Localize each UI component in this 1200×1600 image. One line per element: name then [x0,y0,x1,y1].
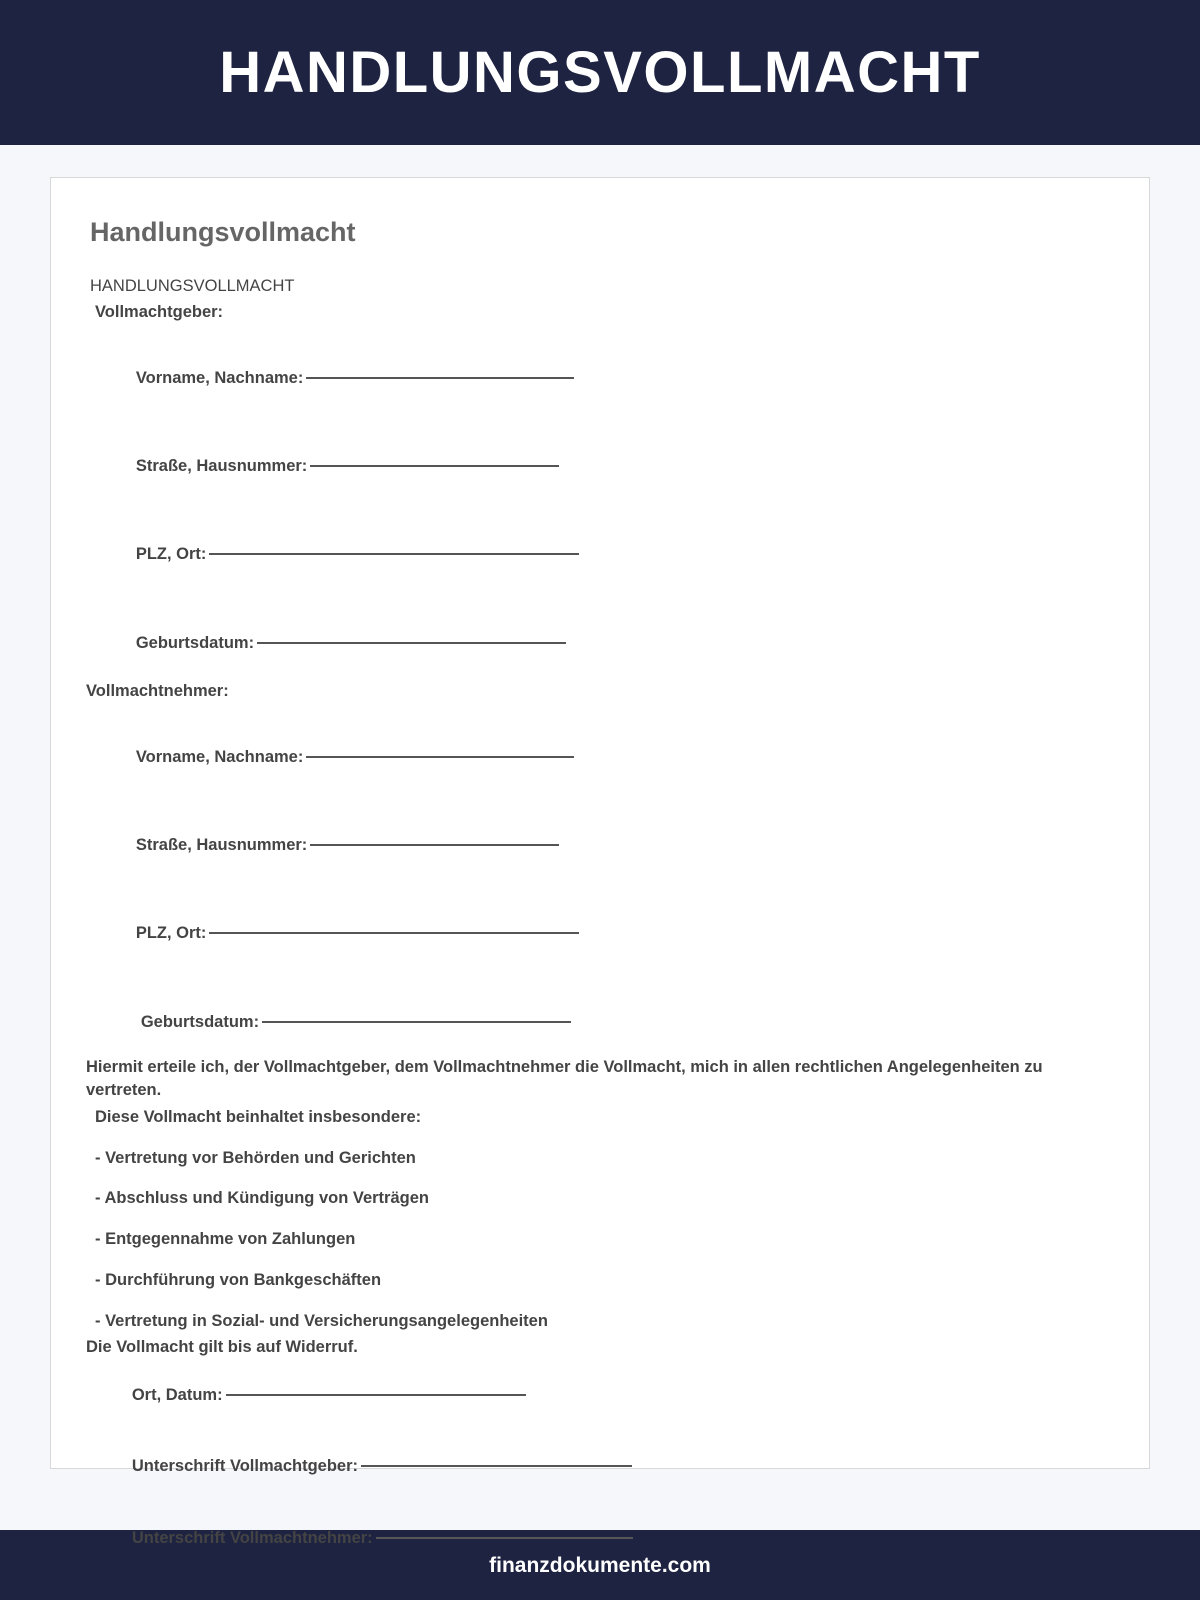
grantor-field-plz-ort-label: PLZ, Ort: [135,545,207,564]
document-inner [51,178,1149,1572]
grantee-field-plz-ort-label: PLZ, Ort: [135,924,207,943]
document-card [50,177,1150,1547]
grantee-field-geburtsdatum-label: Geburtsdatum: [140,1012,260,1031]
signature-field-ort-datum-input[interactable] [226,1394,526,1396]
scope-intro-line: Diese Vollmacht beinhaltet insbesondere: [95,1107,422,1126]
authorization-paragraph: Hiermit erteile ich, der Vollmachtgeber, dem Vollmachtnehmer die Vollmacht, mich in allen rechtlichen Angelegenheiten zu vertreten. [86,1058,1043,1100]
grantee-field-geburtsdatum-input[interactable] [262,1021,571,1023]
grantor-field-vorname-nachname-label: Vorname, Nachname: [135,368,304,387]
grantor-field-strasse-hausnummer-label: Straße, Hausnummer: [135,456,308,475]
signature-field-vollmachtgeber [86,1433,1109,1501]
signature-field-ort-datum-label: Ort, Datum: [131,1386,223,1405]
grantor-field-strasse-hausnummer-input[interactable] [310,465,559,467]
grantor-field-geburtsdatum-input[interactable] [257,642,566,644]
revocation-note: Die Vollmacht gilt bis auf Widerruf. [86,1337,358,1356]
signature-field-ort-datum [86,1361,1109,1429]
signature-field-vollmachtgeber-label: Unterschrift Vollmachtgeber: [131,1457,358,1476]
grantee-section-label: Vollmachtnehmer: [86,682,229,701]
document-subject-line: HANDLUNGSVOLLMACHT [90,277,295,296]
grantor-field-vorname-nachname-input[interactable] [306,377,574,379]
grantee-field-plz-ort-input[interactable] [209,932,579,934]
footer-site-name: finanzdokumente.com [489,1553,711,1577]
grantee-field-strasse-hausnummer [90,811,1109,879]
grantee-field-strasse-hausnummer-label: Straße, Hausnummer: [135,835,308,854]
signature-field-vollmachtnehmer-input[interactable] [376,1537,633,1539]
scope-item-sozial-versicherung: - Vertretung in Sozial- und Versicherungsangelegenheiten [95,1311,548,1330]
grantor-field-vorname-nachname [90,344,1109,412]
scope-item-behoerden-gerichten: - Vertretung vor Behörden und Gerichten [95,1148,416,1167]
grantee-field-vorname-nachname-label: Vorname, Nachname: [135,747,304,766]
grantor-field-strasse-hausnummer [90,432,1109,500]
grantor-field-geburtsdatum [90,609,1109,677]
signature-field-vollmachtgeber-input[interactable] [361,1465,632,1467]
scope-item-zahlungen: - Entgegennahme von Zahlungen [95,1230,356,1249]
scope-item-bankgeschaefte: - Durchführung von Bankgeschäften [95,1270,382,1289]
grantee-field-vorname-nachname-input[interactable] [306,756,574,758]
signature-field-vollmachtnehmer [86,1504,1109,1572]
grantee-field-vorname-nachname [90,723,1109,791]
grantee-field-strasse-hausnummer-input[interactable] [310,844,559,846]
grantor-field-geburtsdatum-label: Geburtsdatum: [135,633,255,652]
grantee-field-geburtsdatum [90,988,1109,1056]
page-header-banner [0,0,1200,145]
grantor-field-plz-ort-input[interactable] [209,553,579,555]
document-body [86,275,1109,1572]
scope-item-vertraege: - Abschluss und Kündigung von Verträgen [95,1189,429,1208]
grantor-section-label: Vollmachtgeber: [95,303,224,322]
page-header-title: HANDLUNGSVOLLMACHT [219,39,981,105]
document-heading: Handlungsvollmacht [90,217,356,247]
grantee-field-plz-ort [90,899,1109,967]
signature-field-vollmachtnehmer-label: Unterschrift Vollmachtnehmer: [131,1528,373,1547]
page-content-area [0,145,1200,1547]
grantor-field-plz-ort [90,521,1109,589]
